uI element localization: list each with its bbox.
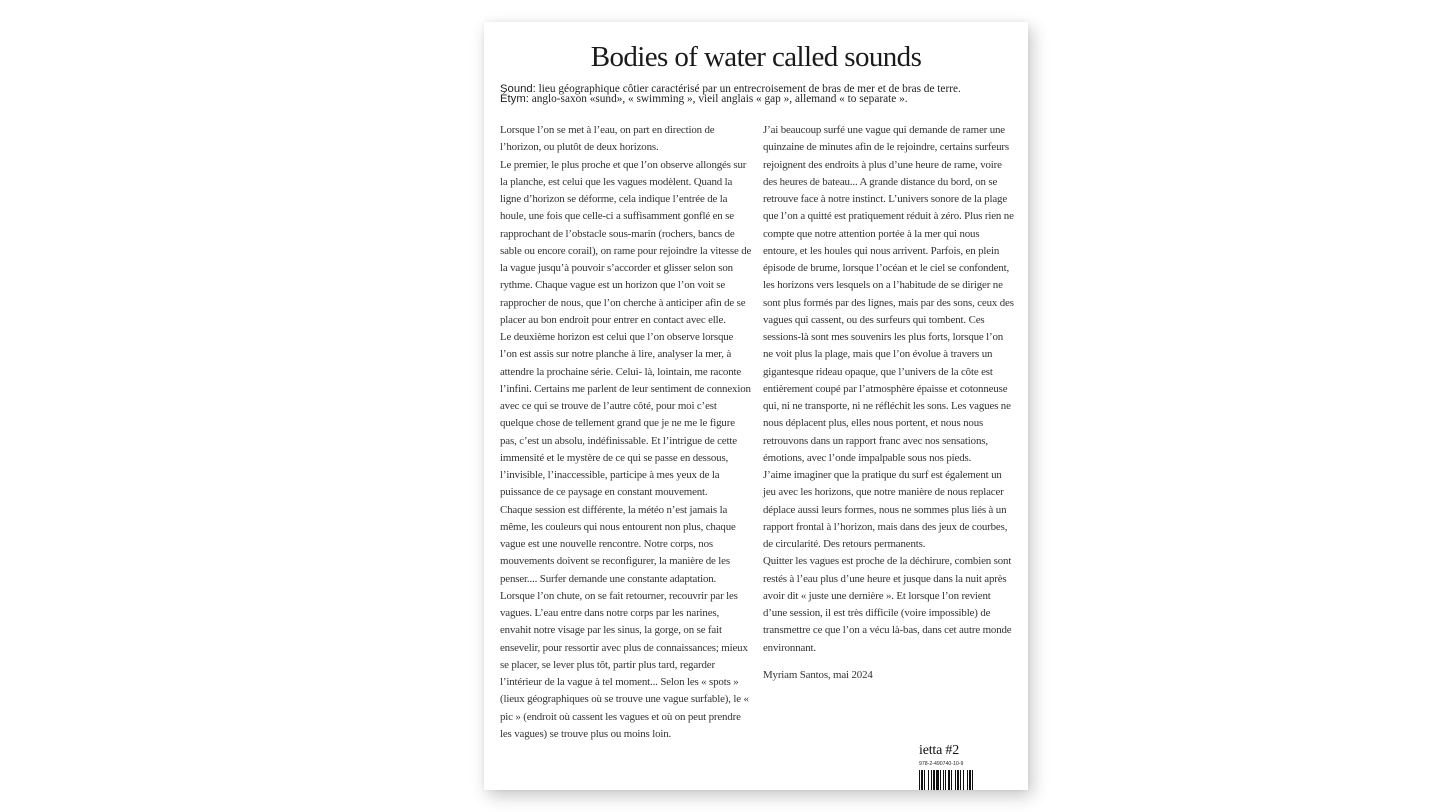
- definition-term-etym: Étym:: [500, 93, 529, 105]
- definitions-block: [500, 84, 1020, 104]
- isbn-number: 978-2-490740-10-9: [919, 761, 964, 767]
- definition-etym: [500, 94, 1020, 104]
- paragraph: J’aime imaginer que la pratique du surf est également un jeu avec les horizons, que notre manière de nous replacer déplace aussi leurs formes, nous ne sommes plus liés à un rapport frontal à l’horizon, mais dans des jeux de courbes, de circularité. Des retours permanents.: [763, 469, 1008, 550]
- barcode-icon: [919, 770, 975, 790]
- definition-text-sound: lieu géographique côtier caractérisé par un entrecroisement de bras de mer et de bras de terre.: [535, 83, 961, 95]
- paragraph: Lorsque l’on chute, on se fait retourner, recouvrir par les vagues. L’eau entre dans notre corps par les narines, envahit notre visage par les sinus, la gorge, on se fait ensevelir, pour ressortir avec plus de connaissances; mieux se placer, se lever plus tôt, partir plus tard, regarder l’intérieur de la vague à tel moment... Selon les « spots » (lieux géographiques où se trouve une vague surfable), le « pic » (endroit où cassent les vagues et où on peut prendre les vagues) se trouve plus ou moins loin.: [500, 589, 749, 740]
- paragraph: J’ai beaucoup surfé une vague qui demande de ramer une quinzaine de minutes afin de le rejoindre, certains surfeurs rejoignent des endroits à plus d’une heure de rame, voire des heures de bateau... A grande distance du bord, on se retrouve face à notre instinct. L’univers sonore de la plage que l’on a quitté est pratiquement réduit à zéro. Plus rien ne compte que notre attention portée à la mer qui nous entoure, et les houles qui nous arrivent. Parfois, en plein épisode de brume, lorsque l’océan et le ciel se confondent, les horizons vers lesquels on a l’habitude de se diriger ne sont plus formés par des lignes, mais par des sons, ceux des vagues qui cassent, ou des surfeurs qui tombent. Ces sessions-là sont mes souvenirs les plus forts, lorsque l’on ne voit plus la plage, mais que l’on évolue à travers un gigantesque rideau opaque, que l’univers de la côte est entièrement coupé par l’atmosphère épaisse et cotonneuse qui, ni ne transporte, ni ne réfléchit les sons. Les vagues ne nous déplacent plus, elles nous portent, et nous nous retrouvons dans un rapport franc avec nos sensations, émotions, avec l’onde impalpable sous nos pieds.: [763, 124, 1014, 464]
- definition-term-sound: Sound:: [500, 83, 536, 95]
- colophon: [919, 743, 979, 790]
- page-title: Bodies of water called sounds: [590, 41, 922, 73]
- paragraph: Le premier, le plus proche et que l’on observe allongés sur la planche, est celui que les vagues modèlent. Quand la ligne d’horizon se déforme, cela indique l’entrée de la houle, une fois que celle-ci a suffisamment gonflé en se rapprochant de l’obstacle sous-marin (rochers, bancs de sable ou encore corail), on rame pour rejoindre la vitesse de la vague jusqu’à pouvoir s’accorder et glisser selon son rythme. Chaque vague est un horizon que l’on voit se rapprocher de nous, que l’on cherche à anticiper afin de se placer au bon endroit pour entrer en contact avec elle.: [500, 158, 752, 326]
- text-column-left: [500, 122, 752, 743]
- paragraph: Quitter les vagues est proche de la déchirure, combien sont restés à l’eau plus d’une heure et jusque dans la nuit après avoir dit « juste une dernière ». Et lorsque l’on revient d’une session, il est très difficile (voire impossible) de transmettre ce que l’on a vécu là-bas, dans cet autre monde environnant.: [763, 555, 1012, 654]
- text-column-right: [763, 122, 1015, 684]
- paragraph: Chaque session est différente, la météo n’est jamais la même, les couleurs qui nous entourent non plus, chaque vague est une nouvelle rencontre. Notre corps, nos mouvements doivent se reconfigurer, la manière de les penser.... Surfer demande une constante adaptation.: [500, 503, 736, 585]
- paragraph: Lorsque l’on se met à l’eau, on part en direction de l’horizon, ou plutôt de deux horizons.: [500, 124, 715, 154]
- publication-brand: ietta #2: [919, 743, 959, 758]
- document-page: [484, 22, 1028, 790]
- definition-text-etym: anglo-saxon «sund», « swimming », vieil anglais « gap », allemand « to separate ».: [528, 93, 908, 105]
- paragraph: Le deuxième horizon est celui que l’on observe lorsque l’on est assis sur notre planche à lire, analyser la mer, à attendre la prochaine série. Celui- là, lointain, me raconte l’infini. Certains me parlent de leur sentiment de connexion avec ce qui se trouve de l’autre côté, pour moi c’est quelque chose de tellement grand que je ne me le figure pas, c’est un absolu, indéfinissable. Et l’intrigue de cette immensité et le mystère de ce qui se passe en dessous, l’invisible, l’inaccessible, participe à mes yeux de la puissance de ce paysage en constant mouvement.: [500, 331, 751, 499]
- author-signature: Myriam Santos, mai 2024: [763, 668, 873, 681]
